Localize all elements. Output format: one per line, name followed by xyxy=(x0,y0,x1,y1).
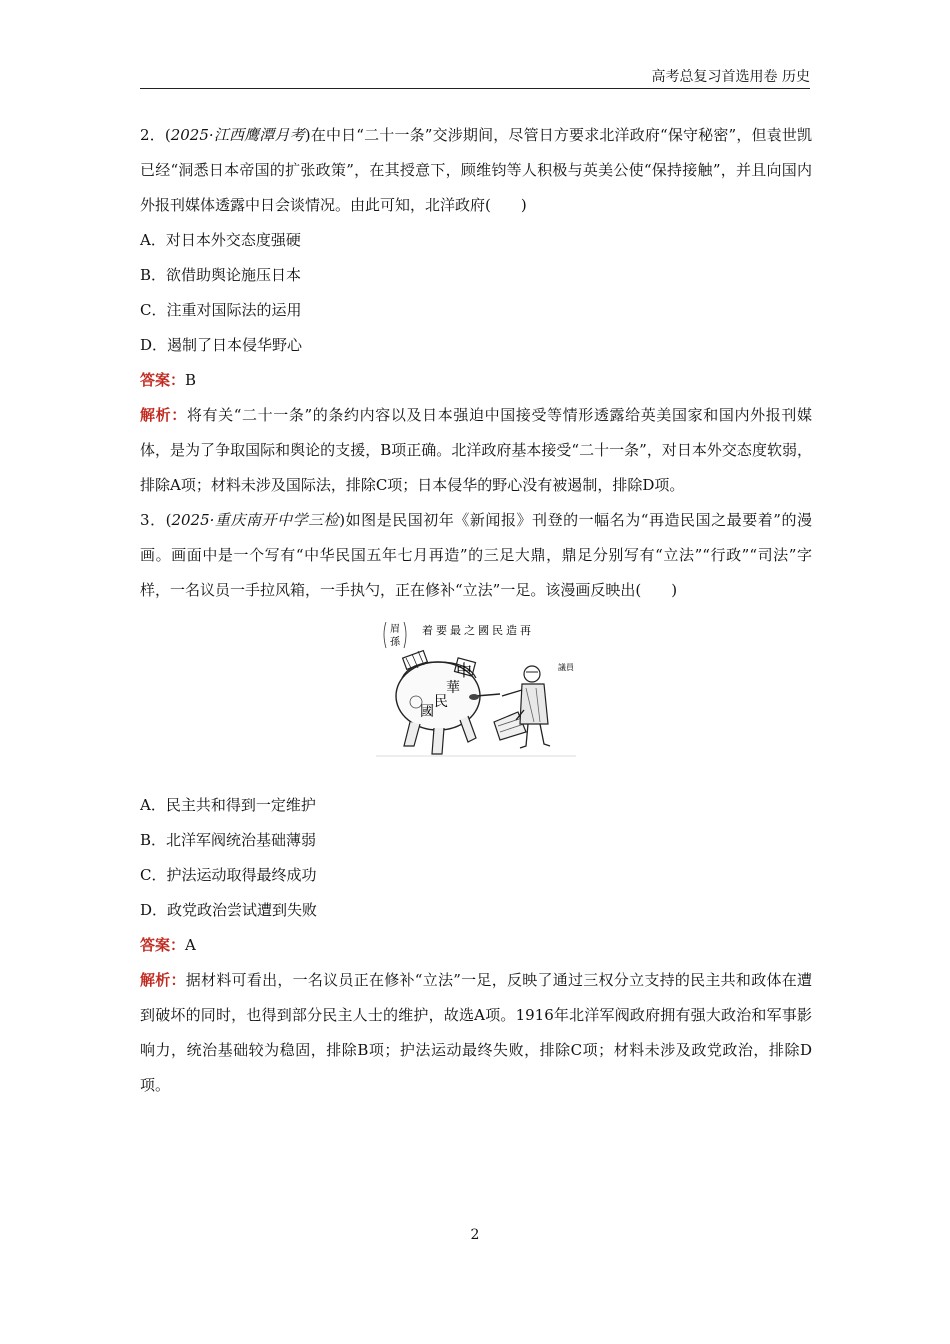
q3-analysis-label: 解析： xyxy=(140,971,186,989)
q3-answer xyxy=(140,928,812,963)
q2-answer-label: 答案： xyxy=(140,371,186,389)
q2-analysis-text: 将有关“二十一条”的条约内容以及日本强迫中国接受等情形透露给英美国家和国内外报刊媒体，是为了争取国际和舆论的支援，B项正确。北洋政府基本接受“二十一条”，对日本外交态度软弱，排除A项；材料未涉及国际法，排除C项；日本侵华的野心没有被遏制，排除D项。 xyxy=(140,406,812,494)
q3-number: 3．( xyxy=(140,511,172,529)
page-content xyxy=(140,118,812,1103)
cartoon-signature-bottom: 孫 xyxy=(390,637,400,648)
q3-answer-label: 答案： xyxy=(140,936,186,954)
cartoon-illustration xyxy=(376,618,576,766)
question-2-stem xyxy=(140,118,812,223)
page-header xyxy=(140,66,810,89)
ding-char-3: 民 xyxy=(434,694,448,710)
q2-option-a: A．对日本外交态度强硬 xyxy=(140,231,301,249)
q3-option-d: D．政党政治尝试遭到失败 xyxy=(140,901,318,919)
q3-answer-value: A xyxy=(185,936,196,954)
q2-option-b: B．欲借助舆论施压日本 xyxy=(140,266,302,284)
q2-analysis xyxy=(140,398,812,503)
q2-answer-value: B xyxy=(185,371,197,389)
header-title: 高考总复习首选用卷 历史 xyxy=(651,69,810,85)
question-3-stem xyxy=(140,503,812,608)
q3-stem-text: 如图是民国初年《新闻报》刊登的一幅名为“再造民国之最要着”的漫画。画面中是一个写有“中华民国五年七月再造”的三足大鼎，鼎足分别写有“立法”“行政”“司法”字样，一名议员一手拉风箱，一手执勺，正在修补“立法”一足。该漫画反映出( ) xyxy=(140,511,812,599)
ding-char-2: 華 xyxy=(446,680,460,696)
cartoon-title: 着要最之國民造再 xyxy=(422,624,534,637)
member-label: 議員 xyxy=(558,663,574,672)
q2-stem-text: 在中日“二十一条”交涉期间，尽管日方要求北洋政府“保守秘密”，但袁世凯已经“洞悉日本帝国的扩张政策”，在其授意下，顾维钧等人积极与英美公使“保持接触”，并且向国内外报刊媒体透露中日会谈情况。由此可知，北洋政府( ) xyxy=(140,126,812,214)
page-number: 2 xyxy=(470,1227,480,1243)
ding-cauldron xyxy=(396,651,480,754)
q3-source: 2025·重庆南开中学三检 xyxy=(171,511,340,529)
q2-number: 2．( xyxy=(140,126,171,144)
q3-analysis xyxy=(140,963,812,1103)
q2-source: 2025·江西鹰潭月考 xyxy=(170,126,305,144)
cartoon-figure xyxy=(140,618,812,766)
ding-char-4: 國 xyxy=(420,704,434,720)
q3-option-a: A．民主共和得到一定维护 xyxy=(140,796,316,814)
cartoon-signature-top: 眉 xyxy=(390,624,400,635)
q2-source-close: ) xyxy=(304,126,311,144)
q2-analysis-label: 解析： xyxy=(140,406,187,424)
q2-answer xyxy=(140,363,812,398)
q2-option-c: C．注重对国际法的运用 xyxy=(140,301,302,319)
q3-analysis-text: 据材料可看出，一名议员正在修补“立法”一足，反映了通过三权分立支持的民主共和政体在遭到破坏的同时，也得到部分民主人士的维护，故选A项。1916年北洋军阀政府拥有强大政治和军事影响力，统治基础较为稳固，排除B项；护法运动最终失败，排除C项；材料未涉及政党政治，排除D项。 xyxy=(140,971,812,1094)
q3-source-close: ) xyxy=(339,511,346,529)
ding-char-1: 中 xyxy=(456,661,473,680)
q3-option-c: C．护法运动取得最终成功 xyxy=(140,866,317,884)
q3-option-b: B．北洋军阀统治基础薄弱 xyxy=(140,831,317,849)
q2-option-d: D．遏制了日本侵华野心 xyxy=(140,336,303,354)
